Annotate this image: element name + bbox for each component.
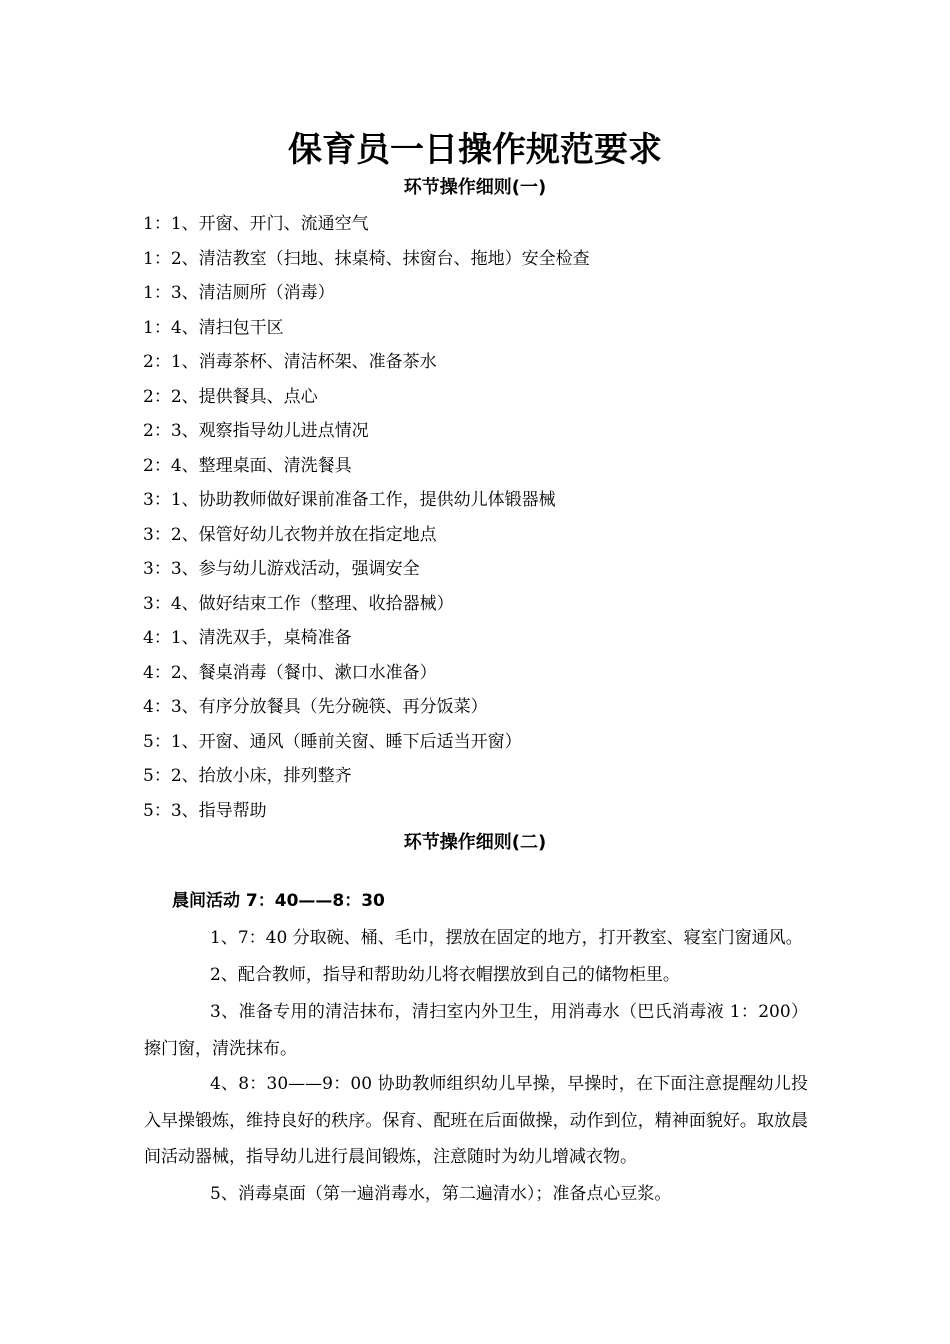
list-item: 3：3、参与幼儿游戏活动，强调安全	[143, 559, 420, 579]
list-item: 4：1、清洗双手，桌椅准备	[143, 628, 352, 648]
section-heading-2: 环节操作细则(二)	[403, 832, 547, 853]
procedure-list	[143, 207, 590, 828]
list-item: 1：2、清洁教室（扫地、抹桌椅、抹窗台、拖地）安全检查	[143, 248, 590, 269]
morning-activity-heading: 晨间活动 7：40——8：30	[172, 891, 385, 911]
list-item: 1：1、开窗、开门、流通空气	[143, 214, 369, 234]
list-item: 4：3、有序分放餐具（先分碗筷、再分饭菜）	[143, 697, 488, 717]
list-item: 1：4、清扫包干区	[143, 317, 284, 338]
document-title: 保育员一日操作规范要求	[288, 130, 662, 170]
paragraph: 4、8：30——9：00 协助教师组织幼儿早操，早操时，在下面注意提醒幼儿投入早操锻炼，维持良好的秩序。保育、配班在后面做操，动作到位，精神面貌好。取放晨间活动器械，指导幼儿进行晨间锻炼，注意随时为幼儿增减衣物。	[144, 1074, 808, 1167]
paragraph: 5、消毒桌面（第一遍消毒水，第二遍清水）；准备点心豆浆。	[210, 1184, 672, 1204]
section-heading-1: 环节操作细则(一)	[403, 177, 547, 198]
paragraph: 1、7：40 分取碗、桶、毛巾，摆放在固定的地方，打开教室、寝室门窗通风。	[210, 928, 803, 948]
list-item: 1：3、清洁厕所（消毒）	[143, 283, 335, 303]
list-item: 5：3、指导帮助	[143, 800, 267, 821]
list-item: 3：2、保管好幼儿衣物并放在指定地点	[143, 524, 437, 545]
list-item: 4：2、餐桌消毒（餐巾、漱口水准备）	[143, 662, 437, 683]
list-item: 2：1、消毒茶杯、清洁杯架、准备茶水	[143, 352, 437, 372]
list-item: 3：4、做好结束工作（整理、收拾器械）	[143, 593, 454, 614]
list-item: 3：1、协助教师做好课前准备工作，提供幼儿体锻器械	[143, 490, 556, 510]
list-item: 2：2、提供餐具、点心	[143, 386, 318, 407]
paragraph: 2、配合教师，指导和帮助幼儿将衣帽摆放到自己的储物柜里。	[210, 965, 680, 985]
list-item: 5：2、抬放小床，排列整齐	[143, 766, 352, 786]
list-item: 2：3、观察指导幼儿进点情况	[143, 421, 369, 441]
list-item: 5：1、开窗、通风（睡前关窗、睡下后适当开窗）	[143, 731, 522, 752]
paragraph: 3、准备专用的清洁抹布，清扫室内外卫生，用消毒水（巴氏消毒液 1：200）擦门窗，清洗抹布。	[144, 1002, 808, 1059]
list-item: 2：4、整理桌面、清洗餐具	[143, 455, 352, 476]
